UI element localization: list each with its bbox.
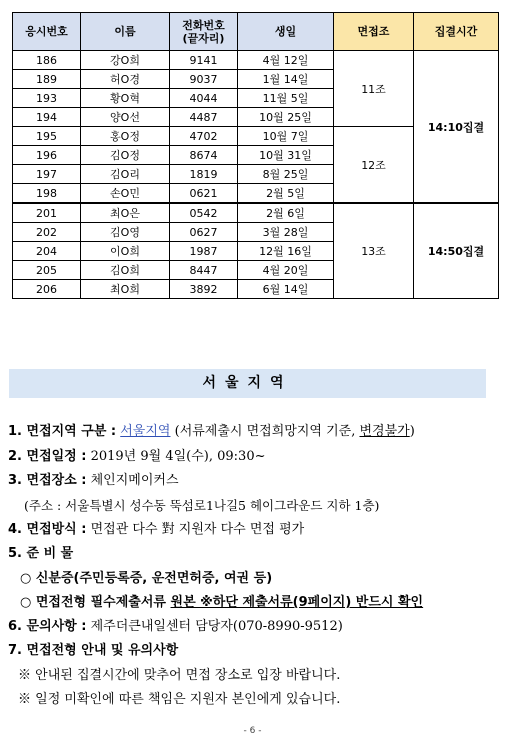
cell-birthday: 3월 28일 (238, 223, 334, 242)
table-row (13, 51, 499, 70)
table-row (13, 203, 499, 223)
info-line-6 (8, 618, 343, 636)
l3-title: 3. 면접장소 : (8, 473, 87, 488)
l4-title: 4. 면접방식 : (8, 522, 87, 537)
cell-phone: 1819 (170, 165, 238, 184)
cell-name: 강O희 (81, 51, 170, 70)
cell-birthday: 1월 14일 (238, 70, 334, 89)
cell-name: 손O민 (81, 184, 170, 204)
cell-name: 홍O정 (81, 127, 170, 146)
cell-group: 12조 (334, 127, 414, 204)
cell-no: 194 (13, 108, 81, 127)
table-header-row (13, 13, 499, 51)
l5-item-documents (20, 594, 423, 612)
cell-no: 204 (13, 242, 81, 261)
cell-no: 195 (13, 127, 81, 146)
cell-phone: 3892 (170, 280, 238, 299)
header-phone: 전화번호 (끝자리) (170, 13, 238, 51)
cell-name: 최O희 (81, 280, 170, 299)
l3-address: (주소 : 서울특별시 성수동 뚝섬로1나길5 헤이그라운드 지하 1층) (24, 498, 380, 513)
header-name: 이름 (81, 13, 170, 51)
cell-birthday: 10월 25일 (238, 108, 334, 127)
cell-birthday: 2월 5일 (238, 184, 334, 204)
cell-birthday: 12월 16일 (238, 242, 334, 261)
l5-item2-a: ○ 면접전형 필수제출서류 (20, 595, 171, 610)
cell-no: 202 (13, 223, 81, 242)
info-line-3 (8, 472, 179, 490)
cell-name: 허O경 (81, 70, 170, 89)
l1-title: 1. 면접지역 구분 : (8, 424, 117, 439)
cell-birthday: 11월 5일 (238, 89, 334, 108)
seoul-region-link[interactable]: 서울지역 (120, 424, 171, 439)
region-banner: 서울지역 (9, 369, 486, 398)
cell-birthday: 2월 6일 (238, 203, 334, 223)
cell-birthday: 6월 14일 (238, 280, 334, 299)
cell-name: 양O선 (81, 108, 170, 127)
l2-title: 2. 면접일정 : (8, 449, 87, 464)
cell-birthday: 10월 7일 (238, 127, 334, 146)
cell-birthday: 10월 31일 (238, 146, 334, 165)
cell-name: 최O은 (81, 203, 170, 223)
cell-no: 205 (13, 261, 81, 280)
cell-birthday: 4월 20일 (238, 261, 334, 280)
interview-schedule-table (12, 12, 499, 299)
header-gather-time: 집결시간 (414, 13, 499, 51)
note-2: ※ 일정 미확인에 따른 책임은 지원자 본인에게 있습니다. (18, 692, 341, 707)
info-line-4 (8, 521, 304, 539)
cell-name: 이O희 (81, 242, 170, 261)
cell-phone: 4702 (170, 127, 238, 146)
header-group: 면접조 (334, 13, 414, 51)
info-line-1 (8, 423, 415, 441)
cell-birthday: 8월 25일 (238, 165, 334, 184)
cell-phone: 0627 (170, 223, 238, 242)
header-applicant-no: 응시번호 (13, 13, 81, 51)
cell-phone: 8447 (170, 261, 238, 280)
cell-birthday: 4월 12일 (238, 51, 334, 70)
cell-no: 186 (13, 51, 81, 70)
cell-phone: 9141 (170, 51, 238, 70)
cell-no: 206 (13, 280, 81, 299)
cell-phone: 1987 (170, 242, 238, 261)
note-1: ※ 안내된 집결시간에 맞추어 면접 장소로 입장 바랍니다. (18, 668, 341, 683)
cell-gather-time: 14:50집결 (414, 203, 499, 299)
cell-phone: 0621 (170, 184, 238, 204)
cell-no: 197 (13, 165, 81, 184)
cell-no: 201 (13, 203, 81, 223)
cell-no: 198 (13, 184, 81, 204)
header-birthday: 생일 (238, 13, 334, 51)
l1-rest-a: (서류제출시 면접희망지역 기준, (170, 424, 360, 439)
page-number: - 6 - (243, 726, 262, 736)
l6-value: 제주더큰내일센터 담당자(070-8990-9512) (86, 619, 343, 634)
cell-no: 196 (13, 146, 81, 165)
l4-value: 면접관 다수 對 지원자 다수 면접 평가 (86, 522, 305, 537)
cell-name: 황O혁 (81, 89, 170, 108)
l1-rest-underline: 변경불가 (359, 424, 410, 439)
l5-item-id: ○ 신분증(주민등록증, 운전면허증, 여권 등) (20, 571, 273, 586)
cell-gather-time: 14:10집결 (414, 51, 499, 204)
cell-group: 13조 (334, 203, 414, 299)
cell-group: 11조 (334, 51, 414, 127)
l1-rest-b: ) (409, 424, 415, 439)
l5-item2-underline: 원본 ※하단 제출서류(9페이지) 반드시 확인 (170, 595, 424, 610)
cell-name: 김O영 (81, 223, 170, 242)
info-line-2 (8, 448, 266, 466)
cell-phone: 4044 (170, 89, 238, 108)
cell-name: 김O정 (81, 146, 170, 165)
l5-title: 5. 준 비 물 (8, 546, 74, 561)
cell-phone: 8674 (170, 146, 238, 165)
cell-name: 김O희 (81, 261, 170, 280)
cell-phone: 4487 (170, 108, 238, 127)
cell-name: 김O리 (81, 165, 170, 184)
l3-value: 체인지메이커스 (86, 473, 179, 488)
cell-no: 193 (13, 89, 81, 108)
l7-title: 7. 면접전형 안내 및 유의사항 (8, 643, 179, 658)
cell-phone: 0542 (170, 203, 238, 223)
cell-no: 189 (13, 70, 81, 89)
l2-value: 2019년 9월 4일(수), 09:30~ (86, 449, 266, 464)
cell-phone: 9037 (170, 70, 238, 89)
l6-title: 6. 문의사항 : (8, 619, 87, 634)
